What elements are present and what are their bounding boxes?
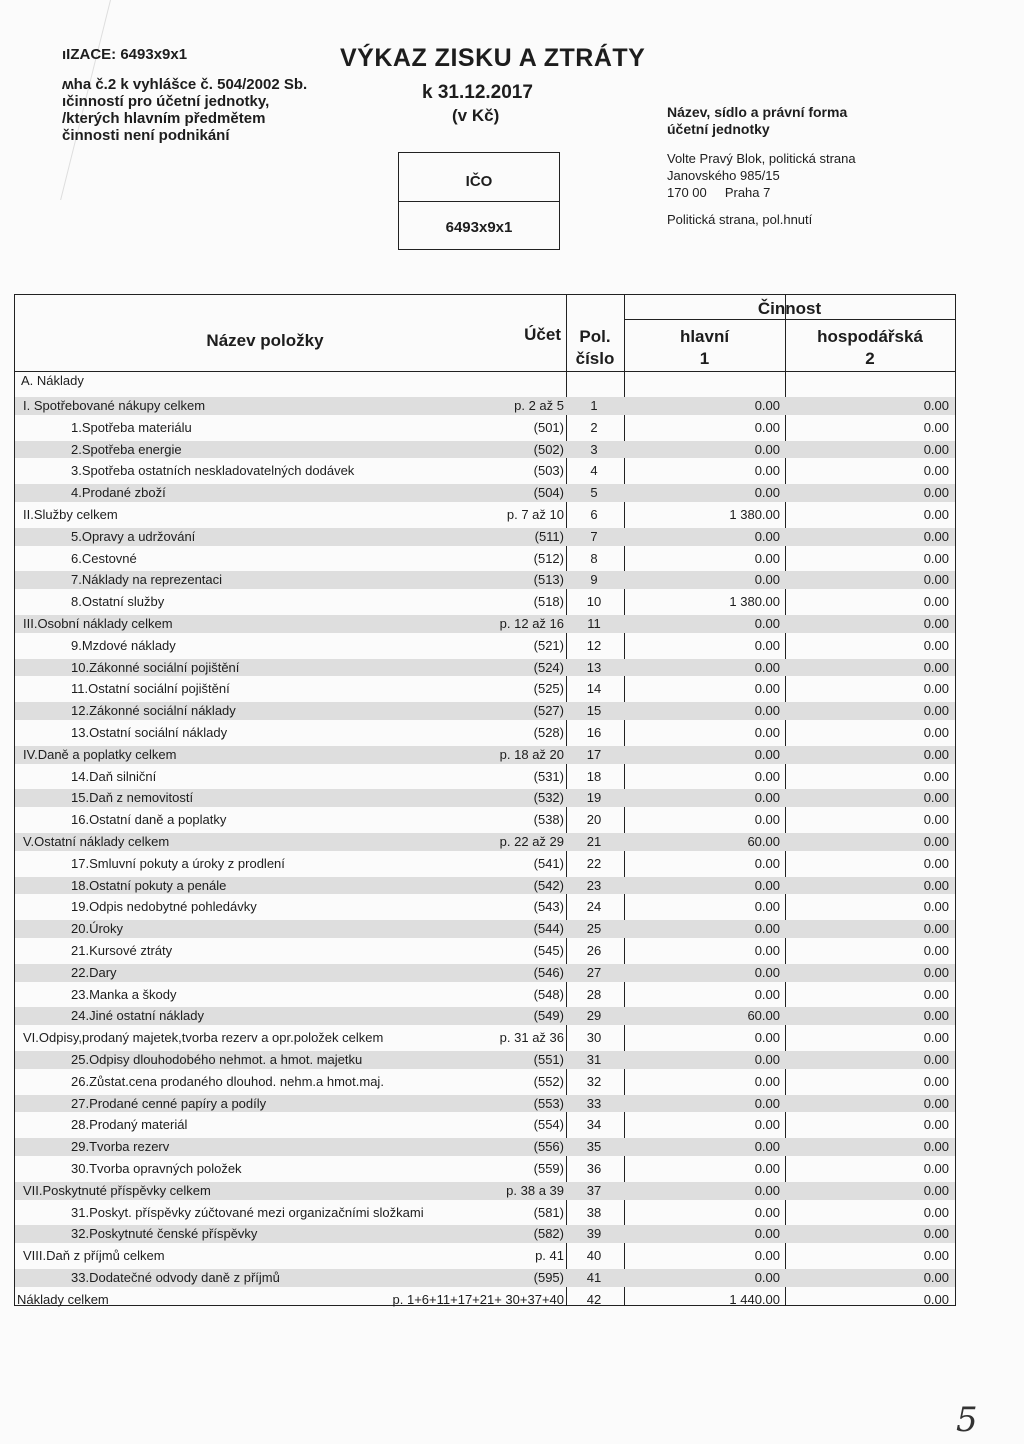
row-value-econ: 0.00 — [923, 616, 949, 631]
row-account: (581) — [533, 1204, 564, 1220]
table-row — [15, 1267, 955, 1289]
row-item-name: 32.Poskytnuté čenské příspěvky — [71, 1226, 258, 1242]
row-value-econ: 0.00 — [923, 943, 949, 958]
row-item-name: VIII.Daň z příjmů celkem — [23, 1248, 165, 1264]
entity-heading-2: účetní jednotky — [667, 121, 770, 137]
row-account: (551) — [533, 1052, 564, 1067]
row-item-name: 9.Mzdové náklady — [71, 637, 176, 653]
row-pol-number: 8 — [590, 550, 598, 566]
header-line-5: činnosti není podnikání — [62, 127, 230, 144]
row-account: (512) — [533, 550, 564, 566]
row-value-main: 0.00 — [754, 419, 780, 435]
row-value-econ: 0.00 — [923, 507, 949, 522]
row-item-name: V.Ostatní náklady celkem — [23, 834, 170, 849]
row-value-econ: 0.00 — [923, 790, 949, 806]
row-pol-number: 3 — [590, 441, 598, 457]
row-item-name: 7.Náklady na reprezentaci — [71, 572, 223, 588]
row-value-main: 0.00 — [754, 1226, 780, 1242]
row-pol-number: 2 — [590, 419, 598, 435]
row-item-name: 16.Ostatní daně a poplatky — [71, 812, 227, 828]
section-a-label: A. Náklady — [21, 373, 84, 388]
row-value-main: 0.00 — [754, 812, 780, 828]
row-item-name: 18.Ostatní pokuty a penále — [71, 877, 227, 893]
row-account: (524) — [533, 659, 564, 675]
row-item-name: 30.Tvorba opravných položek — [71, 1161, 242, 1176]
col-header-pol-number: číslo — [575, 349, 615, 368]
row-pol-number: 27 — [586, 964, 602, 980]
table-row — [15, 504, 955, 526]
table-row — [15, 1049, 955, 1071]
row-pol-number: 37 — [586, 1182, 602, 1198]
row-pol-number: 1 — [590, 398, 598, 413]
profit-loss-table — [14, 294, 956, 1306]
row-account: (552) — [533, 1073, 564, 1089]
row-value-econ: 0.00 — [923, 681, 949, 697]
row-item-name: 15.Daň z nemovitostí — [71, 790, 194, 806]
table-row — [15, 1158, 955, 1180]
row-value-econ: 0.00 — [923, 594, 949, 610]
table-row — [15, 526, 955, 548]
row-account: p. 18 až 20 — [499, 746, 564, 762]
table-row — [15, 896, 955, 918]
row-value-econ: 0.00 — [923, 419, 949, 435]
table-row — [15, 766, 955, 788]
row-item-name: 5.Opravy a udržování — [71, 528, 196, 544]
row-item-name: II.Služby celkem — [23, 507, 118, 522]
row-account: (502) — [533, 441, 564, 457]
table-row — [15, 1289, 955, 1311]
row-account: (541) — [533, 855, 564, 871]
row-account: p. 2 až 5 — [514, 398, 564, 413]
row-item-name: 13.Ostatní sociální náklady — [71, 725, 228, 740]
handwritten-page-mark: 5 — [956, 1400, 978, 1440]
row-value-main: 0.00 — [754, 681, 780, 697]
table-row — [15, 700, 955, 722]
row-account: (546) — [533, 964, 564, 980]
table-row — [15, 940, 955, 962]
row-account: (548) — [533, 986, 564, 1002]
row-account: (518) — [533, 594, 564, 610]
row-value-main: 0.00 — [754, 943, 780, 958]
row-account: (542) — [533, 877, 564, 893]
row-account: (543) — [533, 899, 564, 915]
row-value-main: 0.00 — [754, 1073, 780, 1089]
row-account: (503) — [533, 463, 564, 479]
table-row — [15, 722, 955, 744]
row-value-main: 0.00 — [754, 1270, 780, 1285]
table-row — [15, 853, 955, 875]
row-pol-number: 11 — [587, 616, 601, 631]
row-value-main: 60.00 — [747, 834, 780, 849]
table-row — [15, 569, 955, 591]
row-value-main: 0.00 — [754, 659, 780, 675]
entity-heading-1: Název, sídlo a právní forma — [667, 104, 848, 120]
row-pol-number: 32 — [586, 1073, 602, 1089]
row-pol-number: 9 — [590, 572, 598, 588]
entity-legal-form: Politická strana, pol.hnutí — [667, 212, 813, 227]
row-account: (527) — [533, 703, 564, 719]
row-item-name: 22.Dary — [71, 964, 117, 980]
row-pol-number: 15 — [586, 703, 602, 719]
table-row — [15, 1005, 955, 1027]
row-account: (556) — [533, 1139, 564, 1155]
row-pol-number: 19 — [586, 790, 602, 806]
row-item-name: 17.Smluvní pokuty a úroky z prodlení — [71, 855, 285, 871]
row-value-econ: 0.00 — [923, 812, 949, 828]
table-row — [15, 678, 955, 700]
row-item-name: 8.Ostatní služby — [71, 594, 165, 610]
row-item-name: 28.Prodaný materiál — [71, 1117, 188, 1133]
table-row — [15, 918, 955, 940]
table-row — [15, 1114, 955, 1136]
row-pol-number: 4 — [590, 463, 598, 479]
row-value-econ: 0.00 — [923, 398, 949, 413]
row-item-name: I. Spotřebované nákupy celkem — [23, 398, 206, 413]
row-pol-number: 23 — [586, 877, 602, 893]
row-pol-number: 38 — [586, 1204, 602, 1220]
table-row — [15, 613, 955, 635]
row-value-econ: 0.00 — [923, 877, 949, 893]
col-header-main: hlavní — [679, 327, 730, 346]
row-value-econ: 0.00 — [923, 572, 949, 588]
row-account: (559) — [533, 1161, 564, 1176]
decree-line: ʍha č.2 k vyhlášce č. 504/2002 Sb. — [62, 76, 308, 93]
row-item-name: 25.Odpisy dlouhodobého nehmot. a hmot. majetku — [71, 1052, 363, 1067]
row-value-econ: 0.00 — [923, 986, 949, 1002]
row-pol-number: 28 — [586, 986, 602, 1002]
table-row — [15, 417, 955, 439]
header-line-3: ıčinností pro účetní jednotky, — [62, 93, 270, 110]
row-item-name: VI.Odpisy,prodaný majetek,tvorba rezerv a opr.položek celkem — [23, 1030, 384, 1046]
row-account: (501) — [533, 419, 564, 435]
row-pol-number: 12 — [586, 637, 602, 653]
row-value-econ: 0.00 — [923, 1226, 949, 1242]
row-value-main: 1 380.00 — [729, 507, 780, 522]
row-item-name: 10.Zákonné sociální pojištění — [71, 659, 240, 675]
row-value-main: 0.00 — [754, 572, 780, 588]
row-value-main: 0.00 — [754, 725, 780, 740]
row-account: (511) — [534, 528, 564, 544]
row-value-main: 0.00 — [754, 616, 780, 631]
row-account: (554) — [533, 1117, 564, 1133]
row-value-econ: 0.00 — [923, 768, 949, 784]
activity-underline — [624, 319, 955, 320]
row-pol-number: 25 — [586, 921, 602, 937]
row-value-main: 0.00 — [754, 899, 780, 915]
ico-label: IČO — [465, 173, 493, 190]
ico-value: 6493x9x1 — [445, 219, 513, 236]
row-account: (521) — [533, 637, 564, 653]
row-pol-number: 17 — [586, 746, 602, 762]
row-value-econ: 0.00 — [923, 703, 949, 719]
entity-info — [667, 104, 856, 228]
row-item-name: 31.Poskyt. příspěvky zúčtované mezi organizačními složkami — [71, 1204, 424, 1220]
row-item-name: 24.Jiné ostatní náklady — [71, 1008, 204, 1024]
row-item-name: 23.Manka a škody — [71, 986, 177, 1002]
row-account: (545) — [533, 943, 564, 958]
row-item-name: IV.Daně a poplatky celkem — [23, 746, 177, 762]
table-row — [15, 482, 955, 504]
row-account: (504) — [533, 485, 564, 501]
row-item-name: III.Osobní náklady celkem — [23, 616, 173, 631]
row-pol-number: 5 — [590, 485, 598, 501]
row-pol-number: 21 — [586, 834, 602, 849]
row-value-main: 60.00 — [747, 1008, 780, 1024]
col-header-account: Účet — [524, 325, 561, 344]
row-pol-number: 42 — [586, 1291, 602, 1307]
row-item-name: 29.Tvorba rezerv — [71, 1139, 170, 1155]
row-value-main: 0.00 — [754, 441, 780, 457]
row-account: (553) — [533, 1095, 564, 1111]
row-item-name: 12.Zákonné sociální náklady — [71, 703, 236, 719]
row-item-name: 14.Daň silniční — [71, 768, 157, 784]
organization-id-line — [62, 46, 307, 63]
row-item-name: 6.Cestovné — [71, 550, 137, 566]
row-item-name: 21.Kursové ztráty — [71, 943, 173, 958]
row-value-econ: 0.00 — [923, 855, 949, 871]
row-value-econ: 0.00 — [923, 463, 949, 479]
row-account: (513) — [533, 572, 564, 588]
row-value-econ: 0.00 — [923, 1182, 949, 1198]
row-value-econ: 0.00 — [923, 899, 949, 915]
row-pol-number: 30 — [586, 1030, 602, 1046]
row-account: p. 31 až 36 — [499, 1030, 564, 1046]
row-value-econ: 0.00 — [923, 550, 949, 566]
table-row — [15, 439, 955, 461]
table-row — [15, 1202, 955, 1224]
table-row — [15, 1071, 955, 1093]
row-value-main: 0.00 — [754, 1052, 780, 1067]
row-account: (582) — [533, 1226, 564, 1242]
row-item-name: VII.Poskytnuté příspěvky celkem — [23, 1182, 211, 1198]
row-pol-number: 6 — [590, 507, 598, 522]
row-value-econ: 0.00 — [923, 964, 949, 980]
row-value-main: 0.00 — [754, 964, 780, 980]
row-value-main: 0.00 — [754, 1095, 780, 1111]
row-value-econ: 0.00 — [923, 1030, 949, 1046]
table-row — [15, 1223, 955, 1245]
report-date: k 31.12.2017 — [422, 82, 533, 103]
row-pol-number: 13 — [586, 659, 602, 675]
col-header-main-number: 1 — [699, 349, 710, 368]
header-line-4: /kterých hlavním předmětem — [62, 110, 266, 127]
row-pol-number: 26 — [586, 943, 602, 958]
table-row — [15, 984, 955, 1006]
row-value-main: 0.00 — [754, 1182, 780, 1198]
row-value-econ: 0.00 — [923, 921, 949, 937]
col-header-econ-number: 2 — [865, 349, 875, 368]
row-item-name: 1.Spotřeba materiálu — [71, 419, 192, 435]
row-value-econ: 0.00 — [923, 746, 949, 762]
row-pol-number: 31 — [586, 1052, 602, 1067]
row-value-main: 0.00 — [754, 921, 780, 937]
table-row — [15, 635, 955, 657]
row-account: p. 1+6+11+17+21+ 30+37+40 — [392, 1291, 564, 1307]
row-value-econ: 0.00 — [923, 441, 949, 457]
table-row — [15, 962, 955, 984]
row-account: p. 12 až 16 — [499, 616, 564, 631]
row-value-main: 0.00 — [754, 877, 780, 893]
row-account: (544) — [533, 921, 564, 937]
row-shading — [15, 964, 955, 982]
row-value-main: 0.00 — [754, 637, 780, 653]
row-item-name: 2.Spotřeba energie — [71, 441, 182, 457]
row-value-econ: 0.00 — [923, 1161, 949, 1176]
row-account: (538) — [533, 812, 564, 828]
table-row — [15, 1136, 955, 1158]
table-row — [15, 460, 955, 482]
table-row — [15, 875, 955, 897]
row-pol-number: 24 — [586, 899, 602, 915]
table-row — [15, 548, 955, 570]
ico-box — [398, 152, 560, 250]
row-pol-number: 16 — [586, 725, 602, 740]
row-pol-number: 41 — [586, 1270, 602, 1285]
row-pol-number: 18 — [586, 768, 602, 784]
row-value-main: 0.00 — [754, 1117, 780, 1133]
row-item-name: 33.Dodatečné odvody daně z příjmů — [71, 1270, 280, 1285]
row-value-econ: 0.00 — [923, 1073, 949, 1089]
row-pol-number: 39 — [586, 1226, 602, 1242]
row-value-main: 0.00 — [754, 855, 780, 871]
row-value-main: 0.00 — [754, 1161, 780, 1176]
row-pol-number: 22 — [586, 855, 602, 871]
row-pol-number: 40 — [586, 1248, 602, 1264]
table-row — [15, 591, 955, 613]
row-account: (528) — [533, 725, 564, 740]
row-value-main: 0.00 — [754, 703, 780, 719]
row-item-name: 20.Úroky — [71, 921, 124, 937]
row-item-name: 4.Prodané zboží — [71, 485, 166, 501]
row-item-name: 19.Odpis nedobytné pohledávky — [71, 899, 257, 915]
col-header-pol: Pol. — [579, 327, 611, 346]
row-value-econ: 0.00 — [923, 659, 949, 675]
row-value-main: 0.00 — [754, 550, 780, 566]
row-value-main: 0.00 — [754, 986, 780, 1002]
table-row — [15, 657, 955, 679]
row-pol-number: 29 — [586, 1008, 602, 1024]
row-account: p. 7 až 10 — [506, 507, 564, 522]
table-row — [15, 1027, 955, 1049]
row-pol-number: 10 — [586, 594, 602, 610]
table-row — [15, 1093, 955, 1115]
table-row — [15, 744, 955, 766]
report-title: VÝKAZ ZISKU A ZTRÁTY — [340, 44, 646, 72]
row-pol-number: 20 — [586, 812, 602, 828]
row-value-main: 0.00 — [754, 790, 780, 806]
row-value-econ: 0.00 — [923, 834, 949, 849]
row-value-econ: 0.00 — [923, 1248, 949, 1264]
row-value-econ: 0.00 — [923, 1095, 949, 1111]
row-account: p. 41 — [535, 1248, 564, 1264]
row-value-econ: 0.00 — [923, 1052, 949, 1067]
row-value-main: 0.00 — [754, 485, 780, 501]
entity-name: Volte Pravý Blok, politická strana — [667, 151, 856, 166]
col-header-econ: hospodářská — [817, 327, 923, 346]
row-value-econ: 0.00 — [923, 637, 949, 653]
row-value-econ: 0.00 — [923, 1139, 949, 1155]
header-bottom-line — [15, 371, 955, 372]
table-row — [15, 809, 955, 831]
row-value-econ: 0.00 — [923, 1008, 949, 1024]
row-value-main: 1 440.00 — [729, 1291, 780, 1307]
row-pol-number: 35 — [586, 1139, 602, 1155]
row-account: (525) — [533, 681, 564, 697]
form-header-left — [62, 46, 307, 144]
row-pol-number: 14 — [586, 681, 602, 697]
row-account: (549) — [533, 1008, 564, 1024]
row-value-econ: 0.00 — [923, 485, 949, 501]
row-value-econ: 0.00 — [923, 1270, 949, 1285]
entity-street: Janovského 985/15 — [667, 168, 780, 183]
row-account: p. 22 až 29 — [499, 834, 564, 849]
table-row — [15, 831, 955, 853]
row-value-main: 0.00 — [754, 1248, 780, 1264]
row-value-main: 0.00 — [754, 1139, 780, 1155]
row-item-name: 26.Zůstat.cena prodaného dlouhod. nehm.a hmot.maj. — [71, 1073, 384, 1089]
ico-divider — [399, 201, 559, 202]
row-value-main: 0.00 — [754, 1204, 780, 1220]
row-value-econ: 0.00 — [923, 1291, 949, 1307]
organization-id-text: ıIZACE: 6493x9x1 — [62, 46, 188, 63]
row-account: (532) — [533, 790, 564, 806]
row-value-main: 0.00 — [754, 463, 780, 479]
row-value-main: 0.00 — [754, 768, 780, 784]
row-pol-number: 34 — [586, 1117, 602, 1133]
report-currency: (v Kč) — [452, 106, 500, 125]
row-account: p. 38 a 39 — [506, 1182, 564, 1198]
table-row — [15, 1245, 955, 1267]
table-row — [15, 395, 955, 417]
row-value-econ: 0.00 — [923, 1117, 949, 1133]
col-header-name: Název položky — [206, 331, 324, 350]
row-item-name: 11.Ostatní sociální pojištění — [71, 681, 230, 697]
row-value-main: 0.00 — [754, 398, 780, 413]
row-item-name: 3.Spotřeba ostatních neskladovatelných dodávek — [71, 463, 355, 479]
row-account: (531) — [533, 768, 564, 784]
row-value-main: 1 380.00 — [729, 594, 780, 610]
row-value-main: 0.00 — [754, 1030, 780, 1046]
row-pol-number: 36 — [586, 1161, 602, 1176]
row-account: (595) — [533, 1270, 564, 1285]
table-row — [15, 1180, 955, 1202]
row-item-name: Náklady celkem — [17, 1291, 109, 1307]
col-header-activity: Činnost — [757, 299, 822, 318]
row-value-econ: 0.00 — [923, 528, 949, 544]
row-value-econ: 0.00 — [923, 1204, 949, 1220]
entity-city: 170 00 Praha 7 — [667, 185, 771, 200]
table-row — [15, 787, 955, 809]
row-pol-number: 33 — [586, 1095, 602, 1111]
row-value-main: 0.00 — [754, 746, 780, 762]
row-value-econ: 0.00 — [923, 725, 949, 740]
row-value-main: 0.00 — [754, 528, 780, 544]
row-shading — [15, 920, 955, 938]
row-pol-number: 7 — [590, 528, 598, 544]
row-item-name: 27.Prodané cenné papíry a podíly — [71, 1095, 267, 1111]
